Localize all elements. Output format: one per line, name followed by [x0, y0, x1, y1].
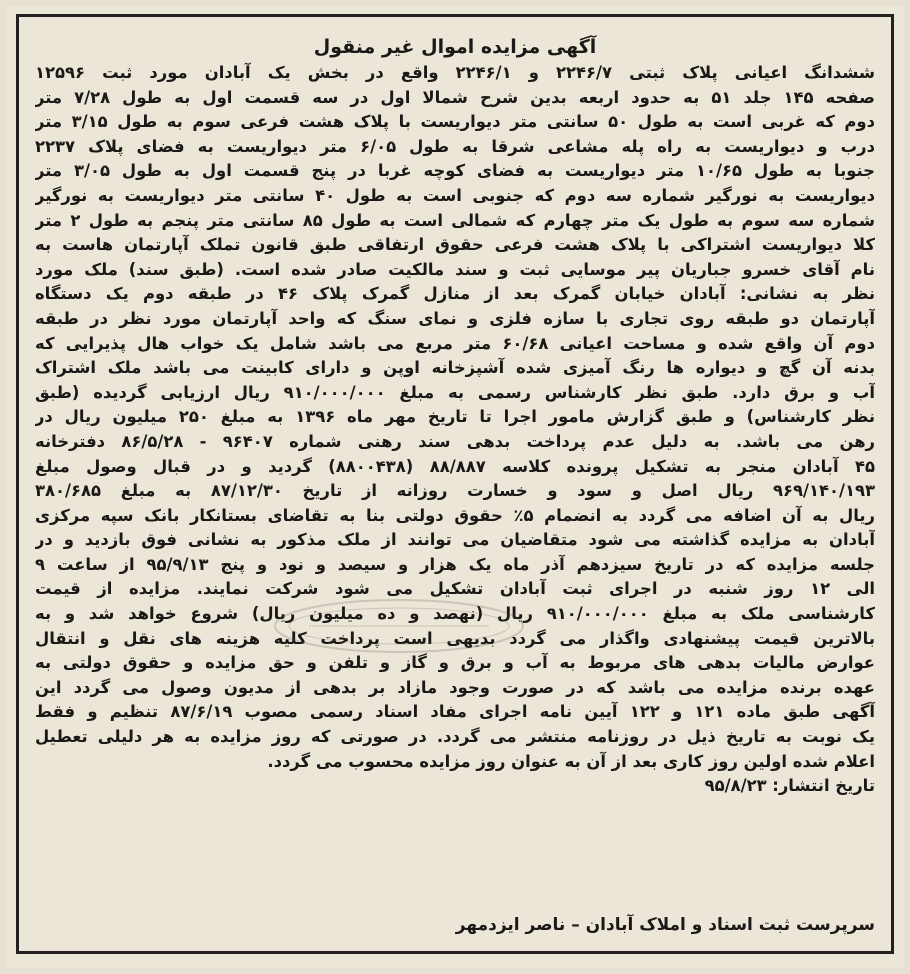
notice-line: ریال به آن اضافه می گردد به انضمام ۵٪ حقوق دولتی بنا به تقاضای بستانکار بانک سپه مرکزی	[35, 505, 875, 525]
notice-line: عوارض مالیات بدهی های مربوط به آب و برق و گاز و تلفن و حق مزایده و حقوق دولتی به	[35, 653, 875, 673]
notice-line: ۴۵ آبادان منجر به تشکیل پرونده کلاسه ۸۸/۸۸۷ (۸۸۰۰۴۳۸) گردید و در قبال وصول مبلغ	[35, 456, 875, 476]
stamp-watermark-icon	[269, 595, 529, 657]
notice-line: آگهی طبق ماده ۱۲۱ و ۱۲۲ آیین نامه اجرای مفاد اسناد رسمی مصوب ۸۷/۶/۱۹ تنظیم و فقط	[35, 702, 875, 722]
notice-line: آپارتمان دو طبقه روی تجاری با سازه فلزی و نمای سنگ که واحد آپارتمان مورد نظر در طبقه	[35, 308, 875, 328]
notice-line: نظر به نشانی: آبادان خیابان گمرک بعد از منازل گمرک پلاک ۴۶ در طبقه دوم یک دستگاه	[35, 284, 875, 304]
notice-line: نظر کارشناس) و طبق گزارش مامور اجرا تا تاریخ مهر ماه ۱۳۹۶ به مبلغ ۲۵۰ میلیون ریال در	[35, 407, 875, 427]
notice-line: دیواریست به نورگیر شماره سه دوم که جنوبی است به طول ۴۰ سانتی متر دیواریست به نورگیر	[35, 185, 875, 205]
notice-line: آب و برق دارد. طبق نظر کارشناس رسمی به مبلغ ۹۱۰/۰۰۰/۰۰۰ ریال ارزیابی گردیده (طبق	[35, 382, 875, 402]
notice-line: ۹۶۹/۱۴۰/۱۹۳ ریال اصل و سود و خسارت روزانه از تاریخ ۸۷/۱۲/۳۰ به مبلغ ۳۸۰/۶۸۵	[35, 481, 875, 501]
notice-title: آگهی مزایده اموال غیر منقول	[313, 36, 597, 58]
notice-line: یک نوبت به تاریخ ذیل در روزنامه منتشر می گردد. در صورتی که روز مزایده به هر دلیلی تعطیل	[35, 727, 875, 747]
notice-line: کارشناسی ملک به مبلغ ۹۱۰/۰۰۰/۰۰۰ ریال (نهصد و ده میلیون ریال) شروع خواهد شد و به	[35, 604, 875, 624]
notice-line: کلا دیواریست اشتراکی با پلاک هشت فرعی حقوق ارتفاقی طبق قانون تملک آپارتمان هاست به	[35, 235, 875, 255]
notice-line: آبادان به مزایده گذاشته می شود متقاضیان می توانند از ملک مذکور به نشانی فوق بازدید و در	[35, 530, 875, 550]
notice-body	[35, 61, 875, 774]
notice-line: رهن می باشد. به دلیل عدم پرداخت بدهی سند رهنی شماره ۹۶۴۰۷ - ۸۶/۵/۲۸ دفترخانه	[35, 431, 875, 451]
notice-line: نام آقای خسرو جباریان پیر موسایی ثبت و سند مالکیت صادر شده است. (طبق سند) ملک مورد	[35, 259, 875, 279]
notice-line: دوم آن واقع شده و مساحت اعیانی ۶۰/۶۸ متر مربع می باشد شامل یک خواب هال پذیرایی که	[35, 333, 875, 353]
notice-line: جلسه مزایده که در تاریخ سیزدهم آذر ماه یک هزار و سیصد و نود و پنج ۹۵/۹/۱۳ از ساعت ۹	[35, 554, 875, 574]
notice-line: شماره سه سوم به طول یک متر چهارم که شمالی است به طول ۸۵ سانتی متر پنجم به طول ۲ متر	[35, 210, 875, 230]
notice-line: درب و دیواریست به راه پله مشاعی شرقا به طول ۶/۰۵ متر دیواریست به فضای پلاک ۲۲۳۷	[35, 136, 875, 156]
notice-line: الی ۱۲ روز شنبه در اجرای ثبت آبادان تشکیل می شود شرکت نمایند. مزایده از قیمت	[35, 579, 875, 599]
notice-signature: سرپرست ثبت اسناد و املاک آبادان – ناصر ایزدمهر	[455, 915, 875, 935]
notice-line: دوم که غربی است به طول ۵۰ سانتی متر دیواریست با پلاک هشت فرعی سوم به طول ۳/۱۵ متر	[35, 112, 875, 132]
notice-line: بالاترین قیمت پیشنهادی واگذار می گردد بدیهی است پرداخت کلیه هزینه های نقل و انتقال	[35, 628, 875, 648]
notice-line: ششدانگ اعیانی پلاک ثبتی ۲۲۴۶/۷ و ۲۲۴۶/۱ واقع در بخش یک آبادان مورد ثبت ۱۲۵۹۶	[35, 63, 875, 82]
notice-line: صفحه ۱۴۵ جلد ۵۱ به حدود اربعه بدین شرح شمالا اول در سه قسمت اول به طول ۷/۲۸ متر	[35, 87, 875, 107]
notice-line: اعلام شده اولین روز کاری بعد از آن به عنوان روز مزایده محسوب می گردد.	[267, 751, 875, 771]
publication-date: تاریخ انتشار: ۹۵/۸/۲۳	[704, 776, 875, 796]
notice-frame	[16, 14, 894, 954]
notice-line: بدنه آن گچ و دیواره ها رنگ آمیزی شده آشپزخانه اوپن و دارای کابینت می باشد ملک اشتراک	[35, 358, 875, 378]
notice-line: عهده برنده مزایده می باشد که در صورت وجود مازاد بر بدهی از مدیون وصول می گردد این	[35, 677, 875, 697]
notice-line: جنوبا به طول ۱۰/۶۵ متر دیواریست به فضای کوچه غربا در پنج قسمت اول به طول ۳/۰۵ متر	[35, 161, 875, 181]
newspaper-clipping	[6, 6, 904, 968]
